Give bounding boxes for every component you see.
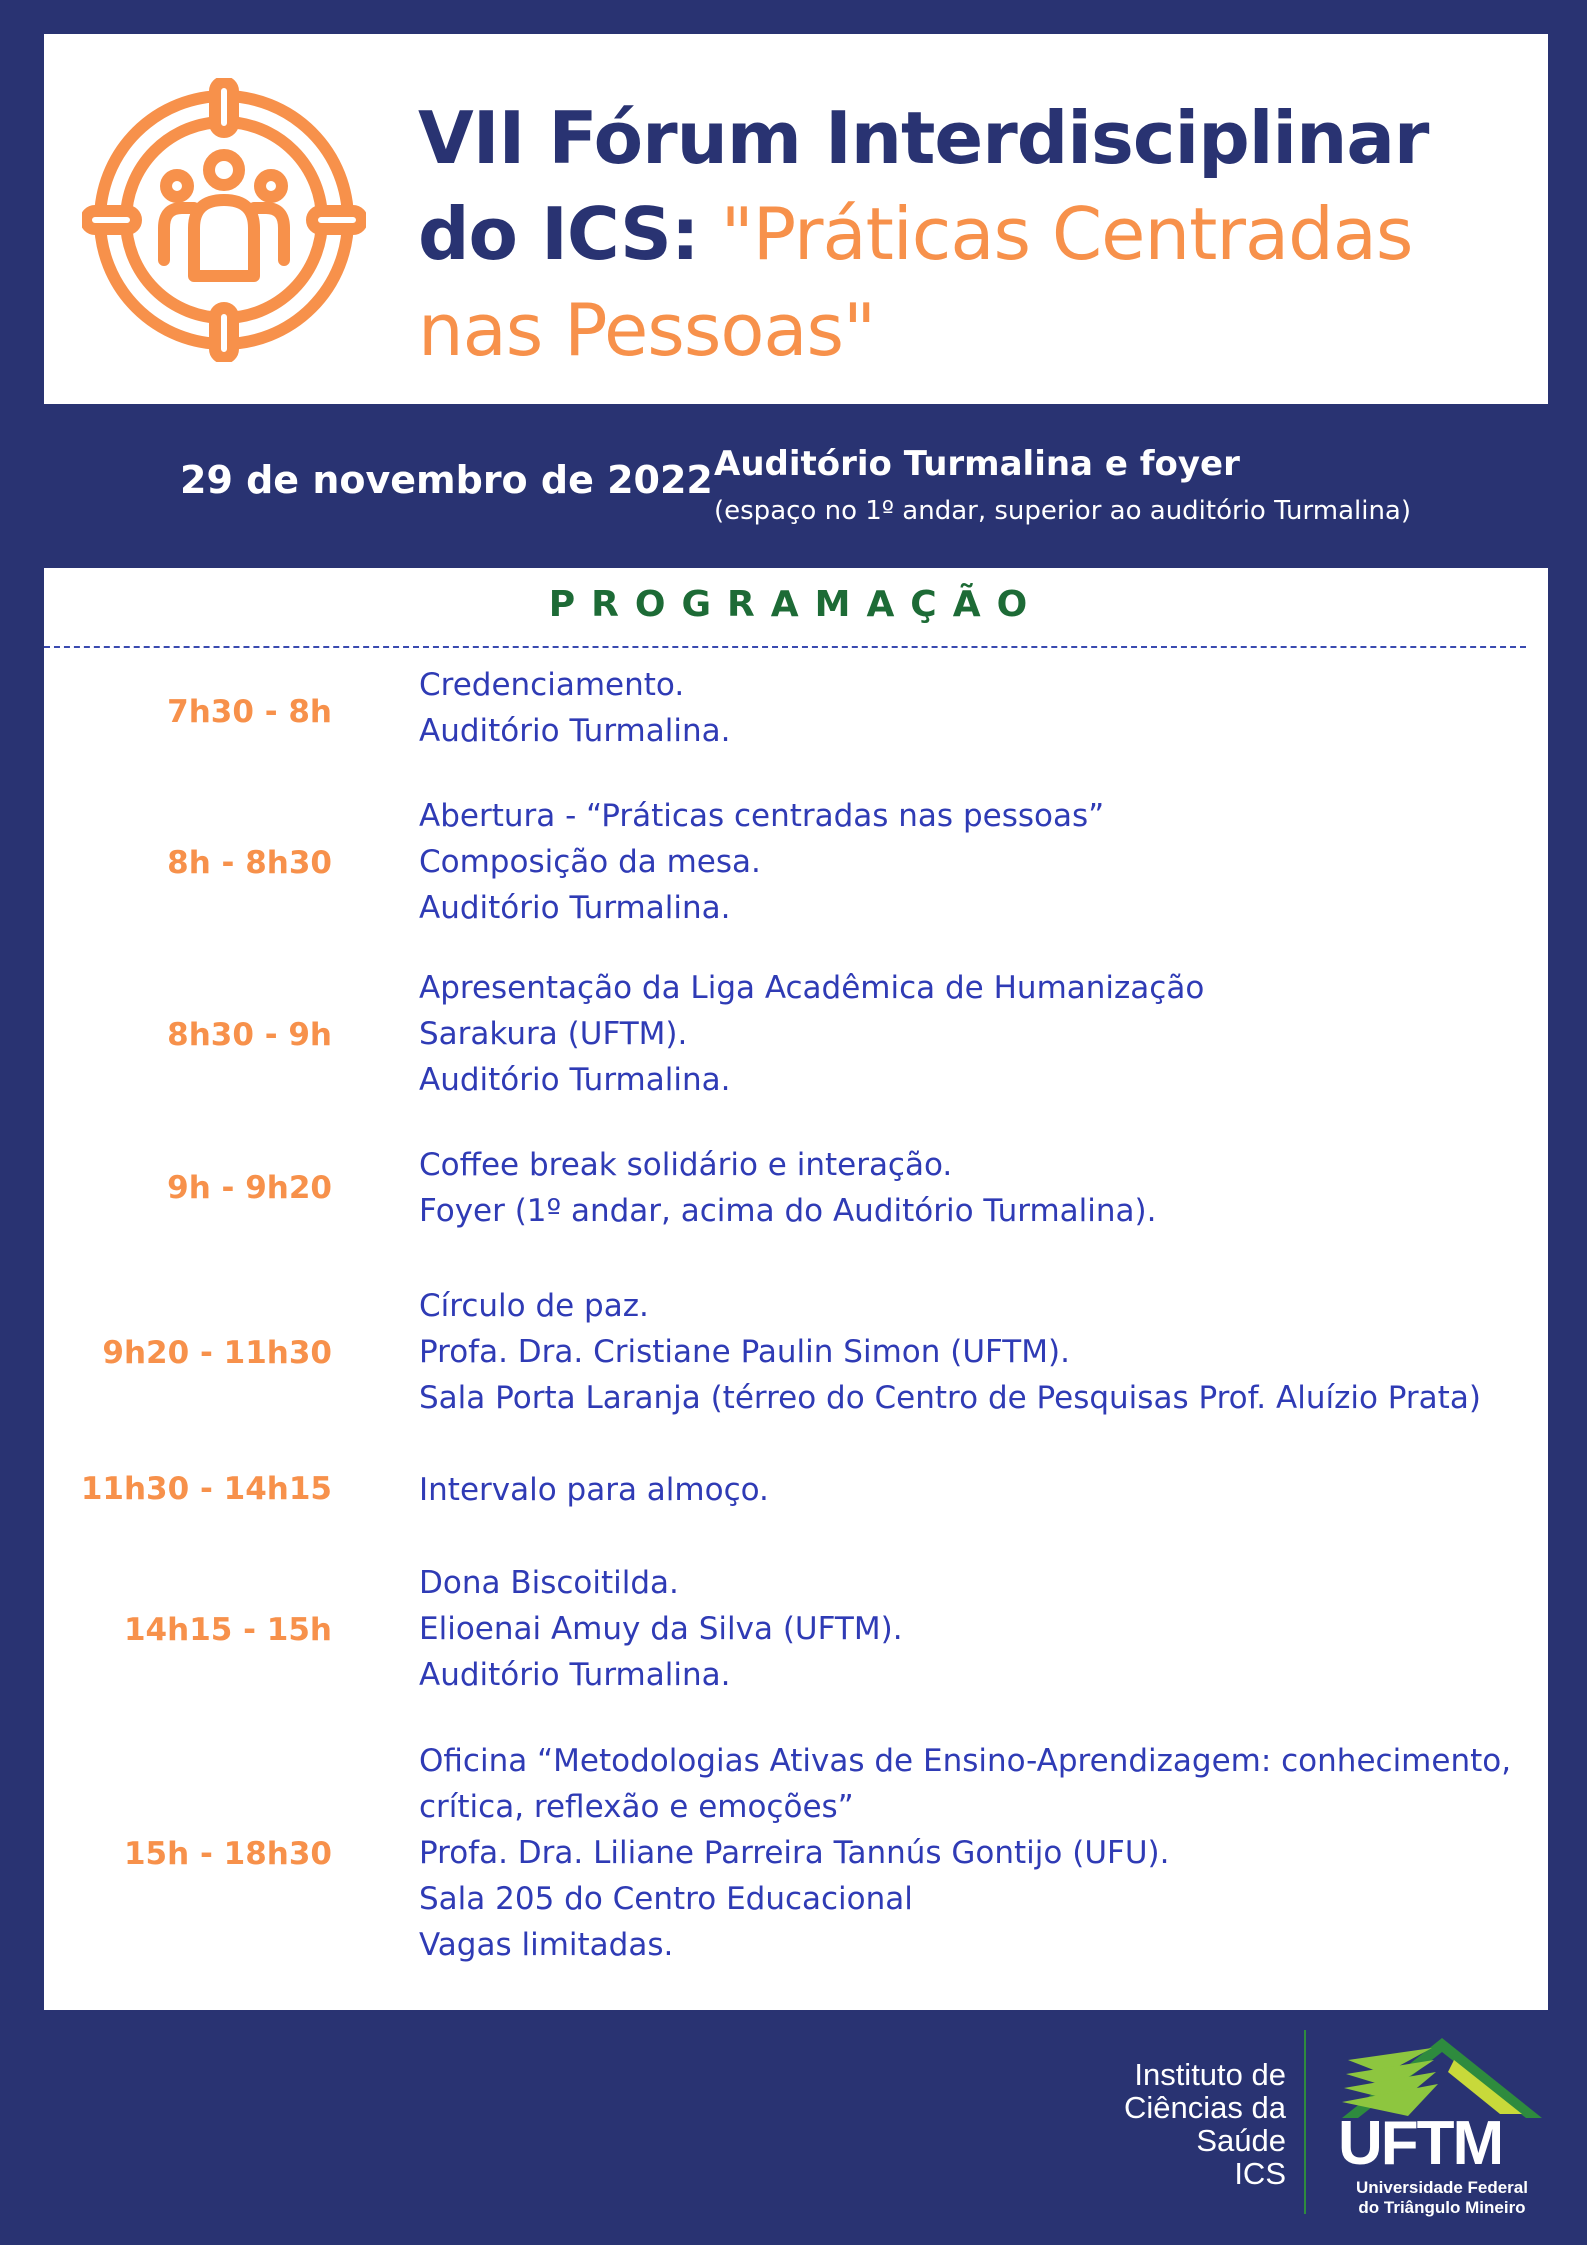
schedule-line: Profa. Dra. Liliane Parreira Tannús Gontijo (UFU). [419, 1835, 1170, 1871]
schedule-description [419, 1560, 1529, 1698]
uftm-logo-text: UFTM [1338, 2109, 1503, 2178]
schedule-time: 9h - 9h20 [167, 1170, 332, 1206]
schedule-line: Abertura - “Práticas centradas nas pessoas” [419, 798, 1105, 834]
schedule-description [419, 1467, 1529, 1513]
title-line-3: nas Pessoas" [418, 288, 876, 372]
schedule-time: 11h30 - 14h15 [80, 1471, 332, 1507]
schedule-time: 7h30 - 8h [167, 694, 332, 730]
institute-line: Saúde [1196, 2123, 1286, 2158]
event-venue: Auditório Turmalina e foyer [714, 444, 1240, 484]
schedule-line: Auditório Turmalina. [419, 1657, 731, 1693]
schedule-description [419, 965, 1529, 1103]
schedule-line: Foyer (1º andar, acima do Auditório Turmalina). [419, 1193, 1157, 1229]
schedule-time: 8h30 - 9h [167, 1017, 332, 1053]
title-line-1: VII Fórum Interdisciplinar [418, 96, 1429, 180]
title-line-2-dark: do ICS: [418, 192, 699, 276]
schedule-time: 8h - 8h30 [167, 845, 332, 881]
schedule-line: Sarakura (UFTM). [419, 1016, 688, 1052]
schedule-line: Auditório Turmalina. [419, 713, 731, 749]
schedule-description [419, 662, 1529, 754]
schedule-line: Auditório Turmalina. [419, 1062, 731, 1098]
schedule-line: Dona Biscoitilda. [419, 1565, 679, 1601]
university-line: do Triângulo Mineiro [1358, 2198, 1526, 2217]
event-venue-note: (espaço no 1º andar, superior ao auditório Turmalina) [714, 496, 1411, 526]
schedule-line: Intervalo para almoço. [419, 1472, 769, 1508]
schedule-description [419, 793, 1529, 931]
schedule-time: 15h - 18h30 [123, 1836, 332, 1872]
institute-line: Ciências da [1124, 2090, 1286, 2125]
schedule-time: 14h15 - 15h [123, 1612, 332, 1648]
schedule-line: Apresentação da Liga Acadêmica de Humanização [419, 970, 1205, 1006]
schedule-line: Credenciamento. [419, 667, 685, 703]
header-card [44, 34, 1548, 404]
schedule-line: Vagas limitadas. [419, 1927, 674, 1963]
schedule-line: Sala Porta Laranja (térreo do Centro de Pesquisas Prof. Aluízio Prata) [419, 1380, 1481, 1416]
page-title [418, 90, 1528, 378]
schedule-line: Elioenai Amuy da Silva (UFTM). [419, 1611, 903, 1647]
university-name [1324, 2178, 1560, 2218]
schedule-description [419, 1738, 1529, 1968]
schedule-line: Coffee break solidário e interação. [419, 1147, 953, 1183]
schedule-line: Sala 205 do Centro Educacional [419, 1881, 913, 1917]
event-date: 29 de novembro de 2022 [180, 458, 713, 502]
schedule-line: Oficina “Metodologias Ativas de Ensino-Aprendizagem: conhecimento, [419, 1743, 1512, 1779]
university-line: Universidade Federal [1356, 2178, 1528, 2197]
schedule-line: Círculo de paz. [419, 1288, 649, 1324]
institute-name [1040, 2058, 1286, 2190]
dashed-divider [44, 646, 1526, 648]
schedule-line: crítica, reflexão e emoções” [419, 1789, 854, 1825]
schedule-time: 9h20 - 11h30 [102, 1335, 332, 1371]
schedule-description [419, 1283, 1529, 1421]
title-line-2-orange: "Práticas Centradas [720, 192, 1413, 276]
schedule-line: Auditório Turmalina. [419, 890, 731, 926]
target-people-icon [82, 78, 366, 362]
footer-divider [1304, 2030, 1306, 2214]
schedule-description [419, 1142, 1529, 1234]
schedule-line: Profa. Dra. Cristiane Paulin Simon (UFTM). [419, 1334, 1070, 1370]
institute-line: ICS [1234, 2156, 1286, 2191]
institute-line: Instituto de [1134, 2057, 1286, 2092]
schedule-line: Composição da mesa. [419, 844, 761, 880]
program-card [44, 568, 1548, 2010]
program-heading: PROGRAMAÇÃO [548, 584, 1044, 625]
